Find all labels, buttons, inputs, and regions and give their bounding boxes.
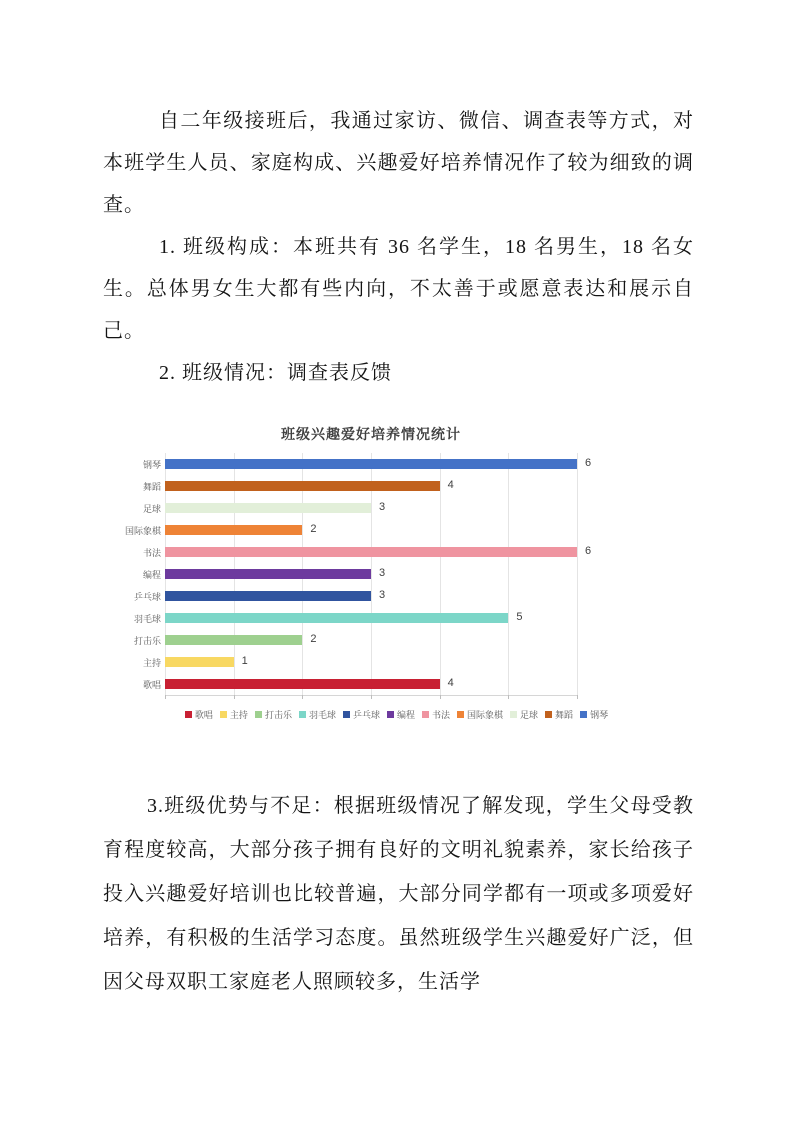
chart-bar [165, 525, 302, 535]
bar-value-label: 4 [447, 479, 454, 491]
bar-value-label: 1 [241, 655, 248, 667]
chart-row [103, 541, 690, 563]
paragraph-intro: 自二年级接班后，我通过家访、微信、调查表等方式，对本班学生人员、家庭构成、兴趣爱好培养情况作了较为细致的调查。 [103, 110, 694, 216]
legend-swatch-icon [255, 711, 262, 718]
category-label: 打击乐 [133, 635, 161, 646]
bar-value-label: 4 [447, 677, 454, 689]
bar-area [165, 475, 690, 497]
chart-bar [165, 591, 371, 601]
legend-swatch-icon [422, 711, 429, 718]
category-label: 编程 [142, 569, 161, 580]
chart-plot [103, 453, 690, 695]
legend-swatch-icon [343, 711, 350, 718]
chart-row [103, 651, 690, 673]
legend-swatch-icon [220, 711, 227, 718]
bar-value-label: 3 [379, 589, 386, 601]
axis-tick [165, 695, 166, 699]
category-label: 书法 [142, 547, 161, 558]
legend-item [510, 708, 538, 721]
axis-tick [234, 695, 235, 699]
chart-bar [165, 679, 440, 689]
chart-row [103, 673, 690, 695]
bar-value-label: 2 [310, 523, 317, 535]
legend-item [457, 708, 503, 721]
chart-row [103, 497, 690, 519]
bar-area [165, 673, 690, 695]
legend-item [545, 708, 573, 721]
chart-bar [165, 503, 371, 513]
bar-value-label: 3 [379, 567, 386, 579]
chart-bar [165, 481, 440, 491]
paragraph-class-situation: 2. 班级情况：调查表反馈 [159, 362, 392, 384]
chart-row [103, 629, 690, 651]
axis-tick [302, 695, 303, 699]
legend-label: 舞蹈 [555, 710, 574, 720]
chart-bar [165, 657, 234, 667]
legend-label: 钢琴 [590, 710, 609, 720]
legend-swatch-icon [457, 711, 464, 718]
paragraph-strengths-weaknesses: 3.班级优势与不足：根据班级情况了解发现，学生父母受教育程度较高，大部分孩子拥有良好的文明礼貌素养，家长给孩子投入兴趣爱好培训也比较普遍，大部分同学都有一项或多项爱好培养，有积极的生活学习态度。虽然班级学生兴趣爱好广泛，但因父母双职工家庭老人照顾较多，生活学 [103, 795, 694, 993]
legend-label: 书法 [432, 710, 451, 720]
legend-label: 国际象棋 [467, 710, 504, 720]
bar-area [165, 519, 690, 541]
legend-swatch-icon [299, 711, 306, 718]
axis-tick [508, 695, 509, 699]
bar-value-label: 6 [585, 545, 592, 557]
chart-row [103, 563, 690, 585]
bar-area [165, 563, 690, 585]
bar-area [165, 497, 690, 519]
legend-item [255, 708, 292, 721]
category-label: 歌唱 [142, 679, 161, 690]
chart-bar [165, 569, 371, 579]
bar-area [165, 607, 690, 629]
legend-swatch-icon [185, 711, 192, 718]
paragraph-class-composition: 1. 班级构成：本班共有 36 名学生，18 名男生，18 名女生。总体男女生大都有些内向，不太善于或愿意表达和展示自己。 [103, 236, 694, 342]
legend-swatch-icon [580, 711, 587, 718]
legend-item [299, 708, 336, 721]
legend-swatch-icon [545, 711, 552, 718]
legend-label: 主持 [229, 710, 248, 720]
chart-row [103, 453, 690, 475]
legend-label: 羽毛球 [308, 710, 336, 720]
bar-value-label: 3 [379, 501, 386, 513]
legend-item [580, 708, 608, 721]
legend-item [185, 708, 213, 721]
chart-row [103, 607, 690, 629]
legend-label: 打击乐 [264, 710, 292, 720]
chart-title: 班级兴趣爱好培养情况统计 [281, 426, 461, 442]
text-block-top [103, 100, 694, 394]
chart-row [103, 585, 690, 607]
bar-chart [103, 424, 690, 721]
chart-row [103, 519, 690, 541]
bar-area [165, 585, 690, 607]
category-label: 乒乓球 [133, 591, 161, 602]
category-label: 羽毛球 [133, 613, 161, 624]
bar-area [165, 651, 690, 673]
category-label: 足球 [142, 503, 161, 514]
legend-item [220, 708, 248, 721]
legend-item [387, 708, 415, 721]
bar-area [165, 541, 690, 563]
axis-tick [440, 695, 441, 699]
category-label: 舞蹈 [142, 481, 161, 492]
legend-item [343, 708, 380, 721]
bar-area [165, 453, 690, 475]
legend-item [422, 708, 450, 721]
legend-label: 足球 [520, 710, 539, 720]
bar-value-label: 2 [310, 633, 317, 645]
legend-swatch-icon [510, 711, 517, 718]
chart-rows [103, 453, 690, 695]
legend-label: 编程 [396, 710, 415, 720]
axis-tick [371, 695, 372, 699]
category-label: 国际象棋 [124, 525, 161, 536]
chart-bar [165, 547, 577, 557]
text-block-bottom [103, 784, 694, 1004]
legend-label: 歌唱 [194, 710, 213, 720]
chart-row [103, 475, 690, 497]
axis-tick [577, 695, 578, 699]
bar-area [165, 629, 690, 651]
chart-bar [165, 459, 577, 469]
legend-label: 乒乓球 [352, 710, 380, 720]
chart-legend [103, 708, 690, 721]
chart-bar [165, 613, 508, 623]
category-label: 钢琴 [142, 459, 161, 470]
bar-value-label: 6 [585, 457, 592, 469]
category-label: 主持 [142, 657, 161, 668]
bar-value-label: 5 [516, 611, 523, 623]
chart-bar [165, 635, 302, 645]
legend-swatch-icon [387, 711, 394, 718]
